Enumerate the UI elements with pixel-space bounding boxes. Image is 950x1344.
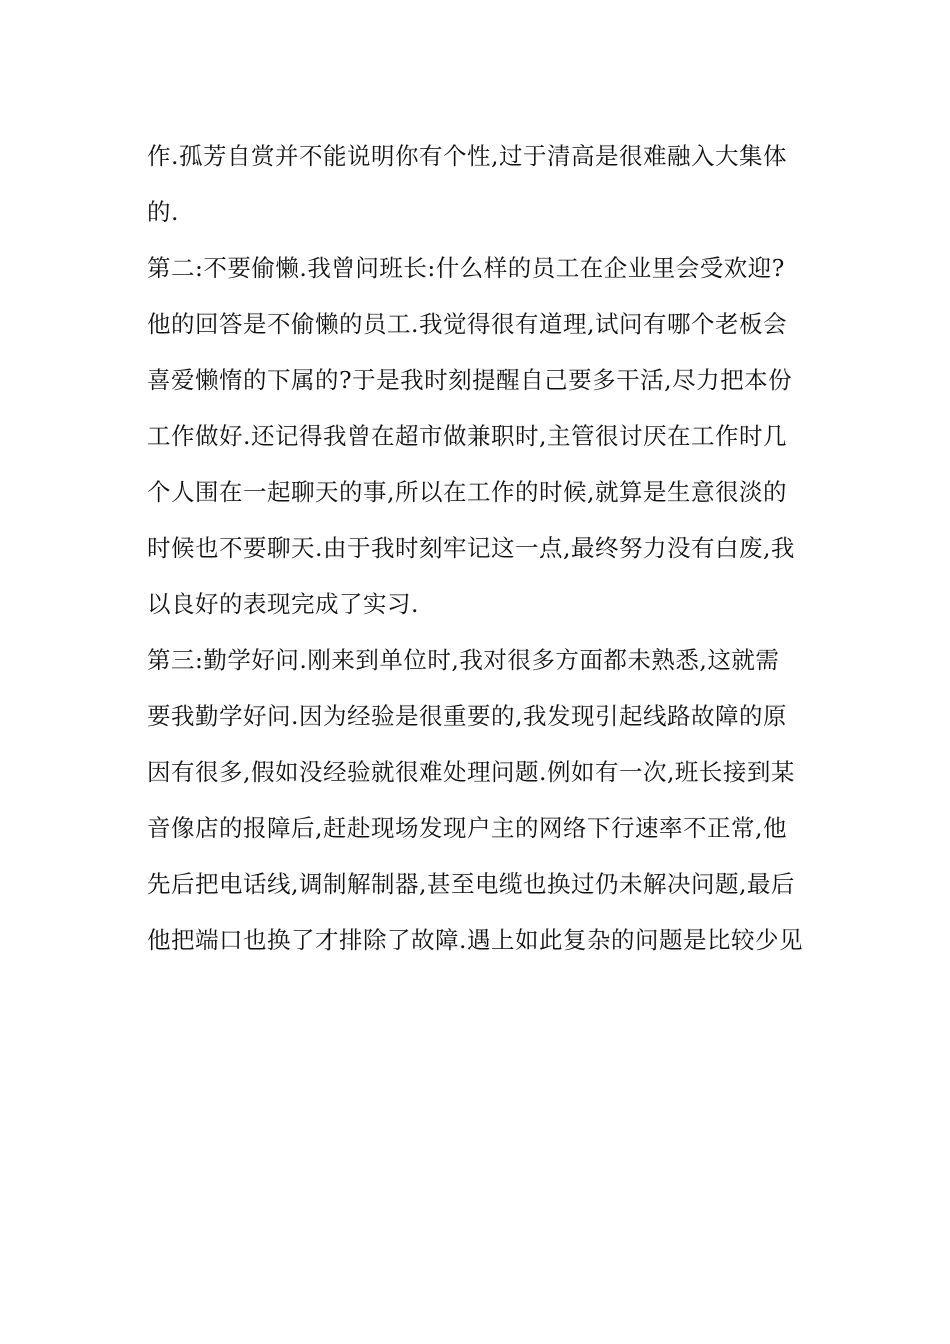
- text-line-13: 音像店的报障后,赶赴现场发现户主的网络下行速率不正常,他: [147, 814, 787, 842]
- text-line-12: 因有很多,假如没经验就很难处理问题.例如有一次,班长接到某: [147, 758, 795, 786]
- text-line-15: 他把端口也换了才排除了故障.遇上如此复杂的问题是比较少见: [147, 926, 803, 954]
- text-line-14: 先后把电话线,调制解制器,甚至电缆也换过仍未解决问题,最后: [147, 870, 795, 898]
- text-line-6: 工作做好.还记得我曾在超市做兼职时,主管很讨厌在工作时几: [147, 422, 787, 450]
- document-body: [147, 128, 807, 968]
- text-line-4: 他的回答是不偷懒的员工.我觉得很有道理,试问有哪个老板会: [147, 310, 787, 338]
- text-line-5: 喜爱懒惰的下属的?于是我时刻提醒自己要多干活,尽力把本份: [147, 366, 793, 394]
- text-line-2: 的.: [147, 198, 179, 226]
- text-line-7: 个人围在一起聊天的事,所以在工作的时候,就算是生意很淡的: [147, 478, 787, 506]
- text-line-11: 要我勤学好问.因为经验是很重要的,我发现引起线路故障的原: [147, 702, 787, 730]
- text-line-10: 第三:勤学好问.刚来到单位时,我对很多方面都未熟悉,这就需: [147, 646, 780, 674]
- text-line-3: 第二:不要偷懒.我曾问班长:什么样的员工在企业里会受欢迎?: [147, 254, 785, 282]
- text-line-8: 时候也不要聊天.由于我时刻牢记这一点,最终努力没有白废,我: [147, 534, 795, 562]
- text-line-1: 作.孤芳自赏并不能说明你有个性,过于清高是很难融入大集体: [147, 142, 787, 170]
- text-line-9: 以良好的表现完成了实习.: [147, 590, 419, 618]
